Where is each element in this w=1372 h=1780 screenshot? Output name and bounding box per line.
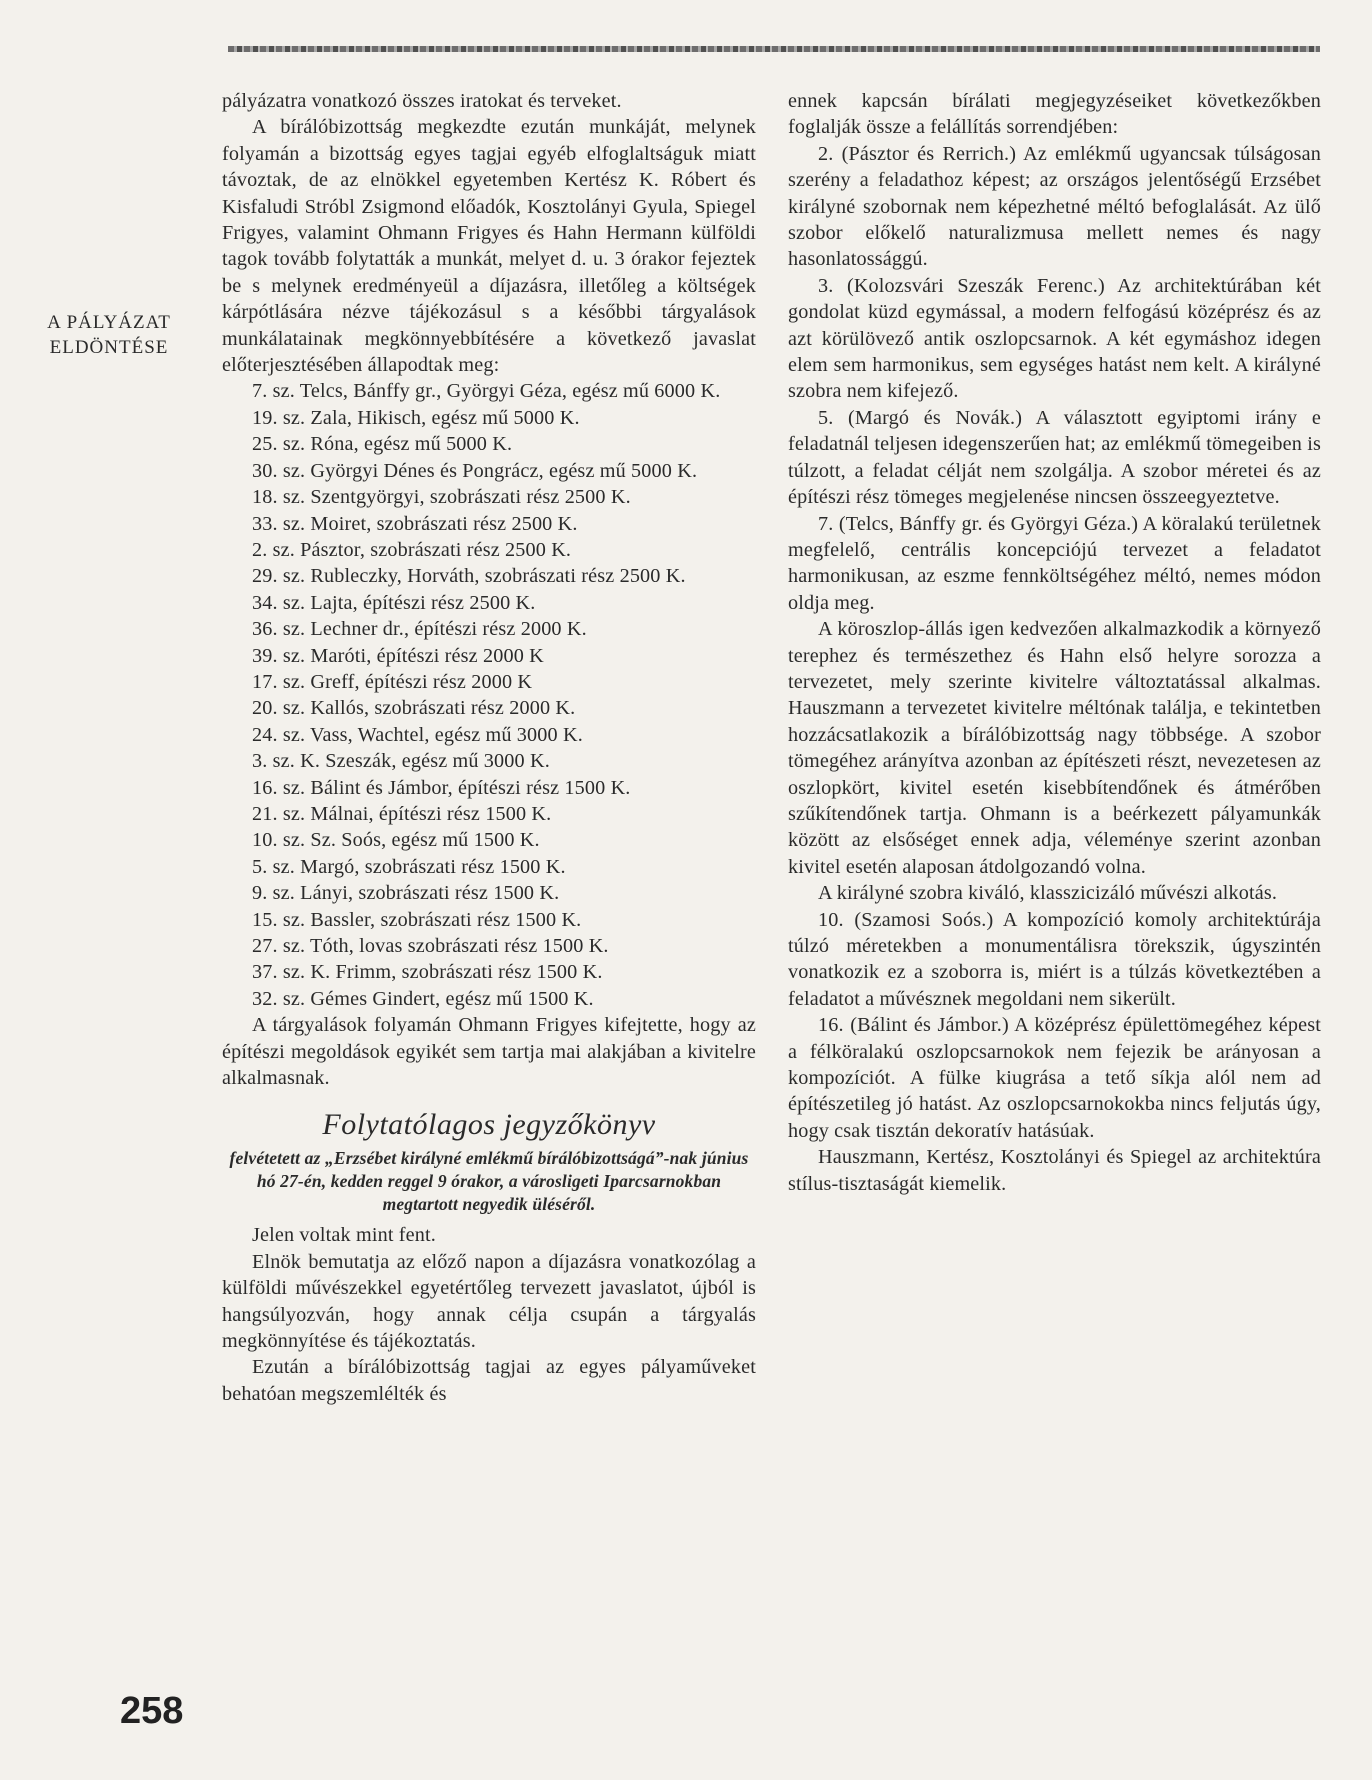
award-entry: 25. sz. Róna, egész mű 5000 K. — [252, 433, 513, 456]
award-entry: 21. sz. Málnai, építészi rész 1500 K. — [252, 802, 552, 825]
top-decorative-rule — [228, 46, 1320, 52]
award-entry: 7. sz. Telcs, Bánffy gr., Györgyi Géza, egész mű 6000 K. — [252, 380, 721, 403]
award-entry: 29. sz. Rubleczky, Horváth, szobrászati rész 2500 K. — [252, 565, 686, 588]
award-entry: 5. sz. Margó, szobrászati rész 1500 K. — [252, 855, 566, 878]
award-entry: 3. sz. K. Szeszák, egész mű 3000 K. — [252, 750, 550, 773]
award-entry: 10. sz. Sz. Soós, egész mű 1500 K. — [252, 829, 540, 852]
award-entry: 34. sz. Lajta, építészi rész 2500 K. — [252, 591, 536, 614]
right-paragraph-7: A királyné szobra kiváló, klasszicizáló művészi alkotás. — [818, 882, 1278, 905]
right-paragraph-10: Hauszmann, Kertész, Kosztolányi és Spiegel az architektúra stílus-tisztaságát kiemelik. — [788, 1146, 1321, 1195]
award-entry: 33. sz. Moiret, szobrászati rész 2500 K. — [252, 512, 578, 535]
right-paragraph-5: 7. (Telcs, Bánffy gr. és Györgyi Géza.) A köralakú területnek megfelelő, centrális koncepciójú tervezet a feladatot harmonikusan, az eszme fennköltségéhez méltó, nemes módon oldja meg. — [788, 512, 1321, 614]
award-entry: 2. sz. Pásztor, szobrászati rész 2500 K. — [252, 538, 572, 561]
award-entry: 15. sz. Bassler, szobrászati rész 1500 K. — [252, 908, 582, 931]
award-entry: 39. sz. Maróti, építészi rész 2000 K — [252, 644, 544, 667]
award-entry: 18. sz. Szentgyörgyi, szobrászati rész 2500 K. — [252, 486, 631, 509]
left-paragraph-6: Ezután a bírálóbizottság tagjai az egyes pályaműveket behatóan megszemlélték és — [222, 1356, 756, 1405]
left-paragraph-1: pályázatra vonatkozó összes iratokat és terveket. — [222, 90, 622, 112]
left-paragraph-3: A tárgyalások folyamán Ohmann Frigyes kifejtette, hogy az építészi megoldások egyikét sem tartja mai alakjában a kivitelre alkalmasnak. — [222, 1014, 756, 1090]
award-entry: 16. sz. Bálint és Jámbor, építészi rész 1500 K. — [252, 776, 631, 799]
left-paragraph-2: A bírálóbizottság megkezdte ezután munkáját, melynek folyamán a bizottság egyes tagjai egyéb elfoglaltságuk miatt távoztak, de az elnökkel egyetemben Kertész K. Róbert és Kisfaludi Stróbl Zsigmond előadók, Kosztolányi Gyula, Spiegel Frigyes, valamint Ohmann Frigyes és Hahn Hermann külföldi tagok tovább folytatták a munkát, melyet d. u. 3 órakor fejeztek be s melynek eredményeül a díjazásra, illetőleg a költségek kárpótlására nézve tájékozásul s a későbbi tárgyalások munkálatainak megkönnyebbítésére a következő javaslat előterjesztésében állapodtak meg: — [222, 116, 756, 377]
award-entry: 32. sz. Gémes Gindert, egész mű 1500 K. — [252, 987, 594, 1010]
right-paragraph-4: 5. (Margó és Novák.) A választott egyiptomi irány e feladatnál teljesen idegenszerűen hat; az emlékmű tömegeiben is túlzott, a feladat célját nem szolgálja. A szobor méretei és az építészi rész tömeges megjelenése nincsen összeegyeztetve. — [788, 406, 1321, 509]
award-entry: 9. sz. Lányi, szobrászati rész 1500 K. — [252, 882, 560, 905]
right-paragraph-2: 2. (Pásztor és Rerrich.) Az emlékmű ugyancsak túlságosan szerény a feladathoz képest; az országos jelentőségű Erzsébet királyné szobornak nem képezhetné méltó befoglalását. Az ülő szobor előkelő naturalizmusa mellett nemes és nagy hasonlatossággú. — [788, 142, 1321, 271]
award-list — [222, 378, 756, 1012]
award-entry: 37. sz. K. Frimm, szobrászati rész 1500 K. — [252, 961, 603, 984]
margin-heading-line-2: ELDÖNTÉSE — [49, 337, 169, 358]
award-entry: 24. sz. Vass, Wachtel, egész mű 3000 K. — [252, 723, 583, 746]
right-paragraph-3: 3. (Kolozsvári Szeszák Ferenc.) Az architektúrában két gondolat küzd egymással, a modern felfogású középrész és az azt körülövező antik oszlopcsarnok. A két egymáshoz idegen elem sem harmonikus, sem egységes hatást nem kelt. A királyné szobra nem kifejező. — [788, 274, 1321, 403]
section-subheading: Folytatólagos jegyzőkönyv — [322, 1108, 656, 1142]
left-column — [222, 88, 756, 1748]
right-paragraph-9: 16. (Bálint és Jámbor.) A középrész épülettömegéhez képest a félköralakú oszlopcsarnokok nem fejezik be arányosan a kompozíciót. A fülke kiugrása a tető síkja alól nem ad építészetileg jó hatást. Az oszlopcsarnokokba nincs feljutás úgy, hogy csak tisztán dekoratív hatásúak. — [788, 1014, 1321, 1142]
left-paragraph-4: Jelen voltak mint fent. — [252, 1224, 436, 1247]
section-subnote: felvétetett az „Erzsébet királyné emlékmű bírálóbizottságá”-nak június hó 27-én, kedden reggel 9 órakor, a városligeti Iparcsarnokban megtartott negyedik üléséről. — [229, 1148, 749, 1215]
left-paragraph-5: Elnök bemutatja az előző napon a díjazásra vonatkozólag a külföldi művészekkel egyetértőleg tervezett javaslatot, újból is hangsúlyozván, hogy annak célja csupán a tárgyalás megkönnyítése és tájékoztatás. — [222, 1250, 756, 1353]
award-entry: 20. sz. Kallós, szobrászati rész 2000 K. — [252, 697, 576, 720]
right-paragraph-6: A köroszlop-állás igen kedvezően alkalmazkodik a környező terephez és természethez és Hahn első helyre sorozza a tervezetet, mely szerinte kivitelre változtatással alkalmas. Hauszmann a tervezetet kivitelre méltónak találja, e tekintetben hozzácsatlakozik a bírálóbizottság nagy többsége. A szobor tömegéhez arányítva azonban az építészeti részt, nevezetesen az oszlopkört, kivitel esetén kisebbítendőnek és átmérőben szűkítendőnek tartja. Ohmann is a beérkezett pályamunkák között az elsőséget ennek adja, véleménye szerint azonban kivitel esetén alaposan átdolgozandó volna. — [788, 618, 1321, 878]
right-column — [788, 88, 1321, 1748]
award-entry: 36. sz. Lechner dr., építészi rész 2000 K. — [252, 618, 587, 641]
award-entry: 19. sz. Zala, Hikisch, egész mű 5000 K. — [252, 406, 580, 429]
page-number: 258 — [120, 1690, 184, 1732]
margin-heading — [20, 310, 198, 360]
margin-heading-line-1: A PÁLYÁZAT — [47, 312, 171, 333]
right-paragraph-8: 10. (Szamosi Soós.) A kompozíció komoly architektúrája túlzó méretekben a monumentálisra törekszik, úgyszintén vonatkozik ez a szoborra is, miért is a túlzás következtében a feladatot a művésznek megoldani nem sikerült. — [788, 908, 1321, 1010]
award-entry: 30. sz. Györgyi Dénes és Pongrácz, egész mű 5000 K. — [252, 459, 698, 482]
right-paragraph-1: ennek kapcsán bírálati megjegyzéseiket következőkben foglalják össze a felállítás sorrendjében: — [788, 90, 1321, 139]
award-entry: 27. sz. Tóth, lovas szobrászati rész 1500 K. — [252, 935, 609, 957]
award-entry: 17. sz. Greff, építészi rész 2000 K — [252, 670, 533, 693]
